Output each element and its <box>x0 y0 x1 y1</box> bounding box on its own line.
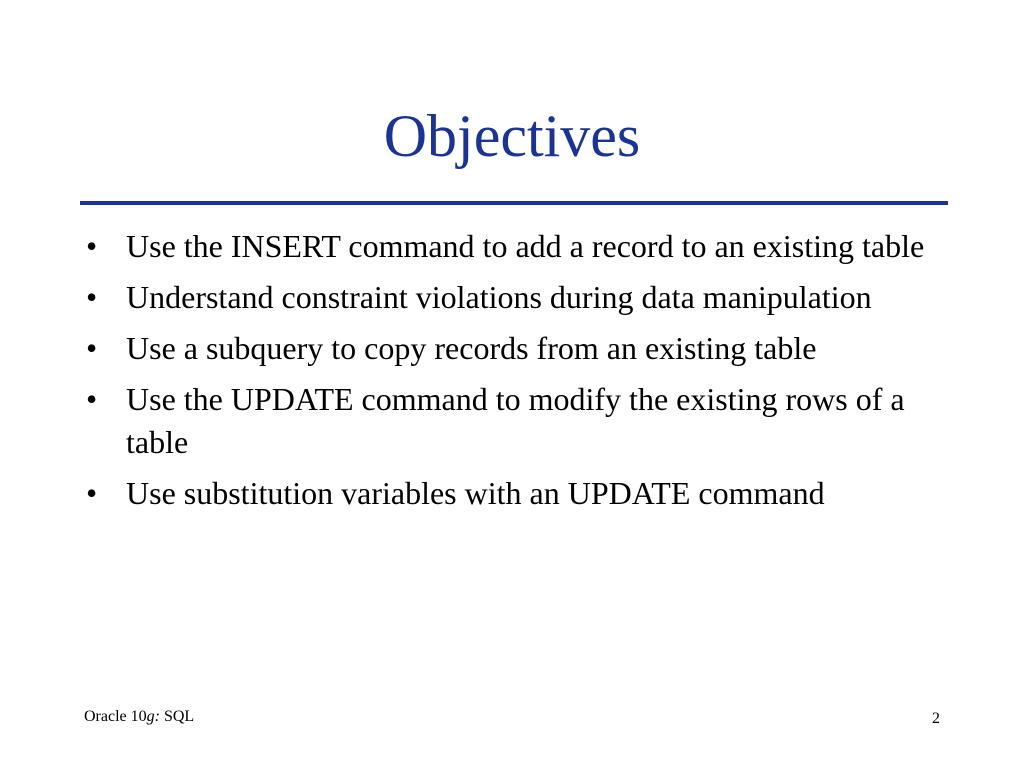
list-item-text: Understand constraint violations during data manipulation <box>126 279 872 315</box>
footer-course-title <box>84 707 194 727</box>
footer-italic: g: <box>146 708 160 725</box>
list-item <box>78 276 938 319</box>
objectives-list <box>78 225 938 523</box>
list-item <box>78 378 938 464</box>
footer-prefix: Oracle 10 <box>84 708 147 725</box>
footer-suffix: SQL <box>159 708 195 725</box>
list-item <box>78 327 938 370</box>
list-item-text: Use substitution variables with an UPDATE command <box>126 475 825 511</box>
slide-title: Objectives <box>383 103 641 169</box>
title-divider <box>80 201 948 205</box>
bullet-icon: • <box>86 228 98 264</box>
bullet-icon: • <box>86 279 98 315</box>
list-item-text: Use the INSERT command to add a record to an existing table <box>126 228 925 264</box>
list-item <box>78 472 938 515</box>
bullet-icon: • <box>86 381 98 417</box>
bullet-icon: • <box>86 475 98 511</box>
list-item-text: Use a subquery to copy records from an existing table <box>126 330 817 366</box>
list-item-text: Use the UPDATE command to modify the existing rows of a table <box>126 381 905 460</box>
list-item <box>78 225 938 268</box>
page-number: 2 <box>932 710 940 727</box>
bullet-icon: • <box>86 330 98 366</box>
